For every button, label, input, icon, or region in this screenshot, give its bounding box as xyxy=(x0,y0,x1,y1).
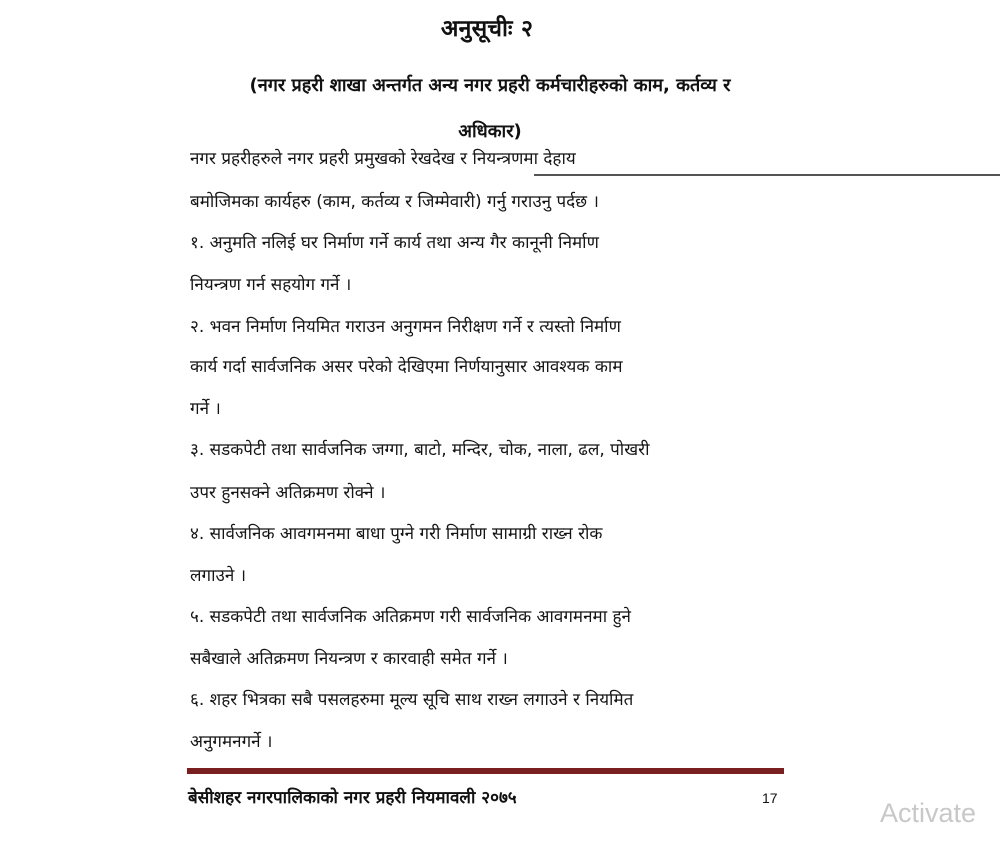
body-line: बमोजिमका कार्यहरु (काम, कर्तव्य र जिम्मेवारी) गर्नु गराउनु पर्दछ । xyxy=(190,192,599,212)
schedule-title: अनुसूचीः २ xyxy=(440,16,534,42)
body-line: उपर हुनसक्ने अतिक्रमण रोक्ने । xyxy=(190,483,386,503)
list-item-5: ५. सडकपेटी तथा सार्वजनिक अतिक्रमण गरी सार्वजनिक आवगमनमा हुने xyxy=(190,607,631,627)
body-line: लगाउने । xyxy=(190,566,247,586)
footer-rule xyxy=(187,768,784,774)
list-item-1: १. अनुमति नलिई घर निर्माण गर्ने कार्य तथा अन्य गैर कानूनी निर्माण xyxy=(190,233,599,253)
list-item-3: ३. सडकपेटी तथा सार्वजनिक जग्गा, बाटो, मन्दिर, चोक, नाला, ढल, पोखरी xyxy=(190,440,650,460)
body-line: नियन्त्रण गर्न सहयोग गर्ने । xyxy=(190,275,352,295)
body-line: सबैखाले अतिक्रमण नियन्त्रण र कारवाही समेत गर्ने । xyxy=(190,649,508,669)
body-line: कार्य गर्दा सार्वजनिक असर परेको देखिएमा निर्णयानुसार आवश्यक काम xyxy=(190,357,623,377)
body-line: गर्ने । xyxy=(190,399,221,419)
body-line: अनुगमनगर्ने । xyxy=(190,732,273,752)
list-item-6: ६. शहर भित्रका सबै पसलहरुमा मूल्य सूचि साथ राख्न लगाउने र नियमित xyxy=(190,690,634,710)
activation-watermark: Activate xyxy=(880,798,977,828)
list-item-2: २. भवन निर्माण नियमित गराउन अनुगमन निरीक्षण गर्ने र त्यस्तो निर्माण xyxy=(190,317,621,337)
body-line: नगर प्रहरीहरुले नगर प्रहरी प्रमुखको रेखदेख र नियन्त्रणमा देहाय xyxy=(190,149,576,169)
page-number: 17 xyxy=(762,790,778,806)
list-item-4: ४. सार्वजनिक आवगमनमा बाधा पुग्ने गरी निर्माण सामाग्री राख्न रोक xyxy=(190,524,603,544)
edit-underline-rule xyxy=(534,174,1000,176)
schedule-subtitle xyxy=(190,63,790,155)
subtitle-line: (नगर प्रहरी शाखा अन्तर्गत अन्य नगर प्रहरी कर्मचारीहरुको काम, कर्तव्य र xyxy=(249,75,731,96)
footer-title: बेसीशहर नगरपालिकाको नगर प्रहरी नियमावली २०७५ xyxy=(188,788,517,808)
subtitle-line: अधिकार) xyxy=(458,121,522,142)
